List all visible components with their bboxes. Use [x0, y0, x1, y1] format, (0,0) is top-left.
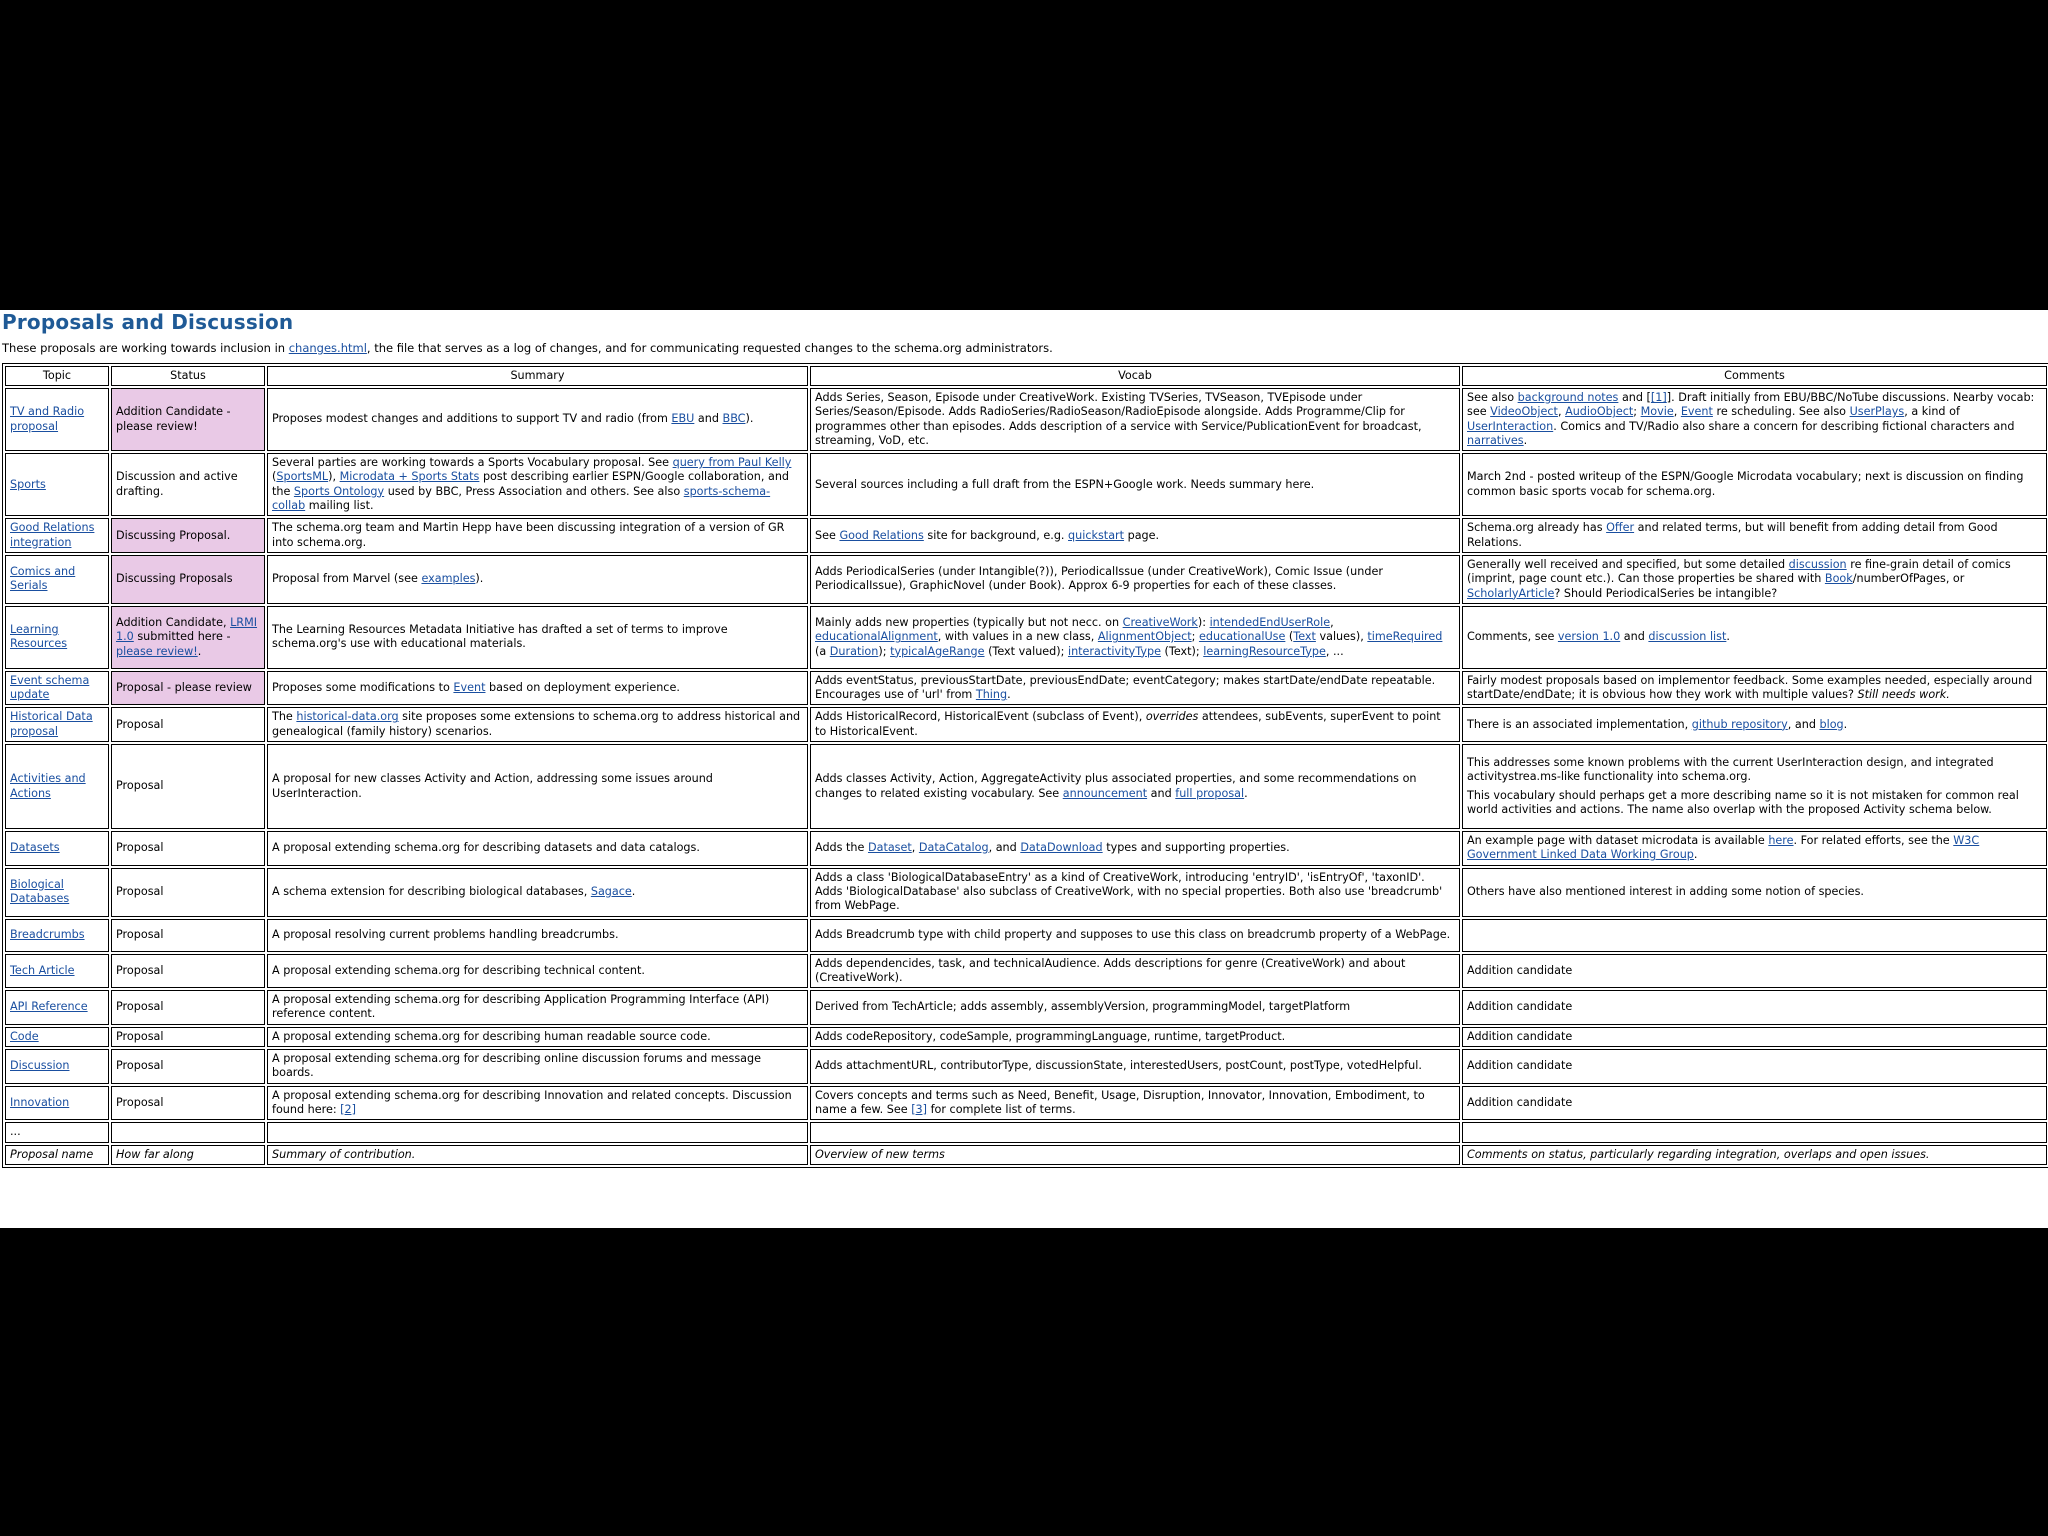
comments-cell	[1462, 831, 2047, 866]
learningresourcetype-link[interactable]: learningResourceType	[1203, 644, 1326, 658]
topic-link[interactable]: TV and Radio proposal	[10, 405, 85, 433]
vocab-text: (Text valued);	[984, 644, 1068, 658]
comments-text: and related terms, but will benefit from adding detail from Good Relations.	[1467, 521, 1998, 549]
topic-link[interactable]: Biological Databases	[10, 877, 70, 906]
ebu-link[interactable]: EBU	[671, 412, 695, 426]
vocab-text: site for background, e.g.	[923, 528, 1069, 542]
dataset-link[interactable]: Dataset	[867, 841, 912, 855]
vocab-text: values),	[1315, 630, 1368, 644]
template-summary: Summary of contribution.	[267, 1145, 808, 1165]
vocab-text: ,	[1330, 615, 1334, 629]
vocab-text: page.	[1124, 528, 1160, 542]
topic-link[interactable]: Code	[10, 1029, 39, 1043]
summary-cell	[267, 707, 808, 742]
comments-text: re fine-grain detail of comics (imprint, page count etc.). Can those properties be shared with	[1467, 557, 2011, 586]
full-proposal-link[interactable]: full proposal	[1175, 786, 1245, 800]
summary-cell	[267, 671, 808, 706]
vocab-cell: Adds Series, Season, Episode under CreativeWork. Existing TVSeries, TVSeason, TVEpisode under Series/Season/Episode. Adds RadioSeries/RadioSeason/RadioEpisode alongside. Adds Programme/Clip for programmes other than episodes. Adds description of a service with Service/PublicationEvent for broadcast, streaming, VoD, etc.	[810, 388, 1460, 451]
status-text: .	[197, 644, 202, 658]
template-topic: Proposal name	[5, 1145, 109, 1165]
summary-cell: A proposal extending schema.org for describing human readable source code.	[267, 1027, 808, 1047]
text-link[interactable]: Text	[1293, 630, 1316, 644]
summary-cell: A proposal resolving current problems handling breadcrumbs.	[267, 919, 808, 952]
table-row	[5, 919, 2047, 952]
movie-link[interactable]: Movie	[1640, 405, 1674, 419]
vocab-text: , with values in a new class,	[937, 630, 1098, 644]
summary-text: based on deployment experience.	[485, 681, 680, 694]
vocab-cell: Adds a class 'BiologicalDatabaseEntry' as a kind of CreativeWork, introducing 'entryID', 'isEntryOf', 'taxonID'. Adds 'BiologicalDatabase' also subclass of CreativeWork, with no special properties. Both also use 'breadcrumb' from WebPage.	[810, 868, 1460, 917]
summary-text: A proposal extending schema.org for describing Innovation and related concepts. Discussion found here:	[272, 1088, 792, 1116]
summary-text: Proposes modest changes and additions to support TV and radio (from	[272, 412, 672, 426]
proposals-table	[2, 363, 2048, 1168]
topic-cell	[5, 453, 109, 516]
summary-cell	[267, 453, 808, 516]
vocab-text: (	[1285, 630, 1294, 644]
comments-cell: March 2nd - posted writeup of the ESPN/Google Microdata vocabulary; next is discussion on finding common basic sports vocab for schema.org.	[1462, 453, 2047, 516]
vocab-text: .	[1007, 688, 1011, 702]
vocab-text: ;	[1191, 630, 1199, 644]
vocab-text: Mainly adds new properties (typically but not necc. on	[815, 615, 1123, 629]
query-link[interactable]: query from Paul Kelly	[672, 456, 792, 470]
topic-link[interactable]: Breadcrumbs	[10, 927, 85, 941]
comments-text: ? Should PeriodicalSeries be intangible?	[1554, 586, 1778, 600]
comments-text: . For related efforts, see the	[1793, 834, 1954, 848]
summary-cell: A proposal extending schema.org for describing technical content.	[267, 954, 808, 989]
vocab-text: attendees, subEvents, superEvent to point to HistoricalEvent.	[815, 710, 1441, 738]
summary-text: ),	[328, 470, 340, 484]
comments-cell	[1462, 919, 2047, 952]
comments-cell: Addition candidate	[1462, 954, 2047, 989]
comments-cell: Addition candidate	[1462, 1049, 2047, 1084]
summary-cell: A proposal extending schema.org for describing datasets and data catalogs.	[267, 831, 808, 866]
ref-2-link[interactable]: [2]	[340, 1102, 357, 1116]
table-row	[5, 1027, 2047, 1047]
intro-text-after: , the file that serves as a log of changes, and for communicating requested changes to the schema.org administrators.	[366, 341, 1053, 355]
here-link[interactable]: here	[1768, 834, 1794, 848]
vocab-text: (a	[815, 644, 830, 658]
topic-cell	[5, 1027, 109, 1047]
comments-text: /numberOfPages, or	[1852, 572, 1965, 586]
creativework-link[interactable]: CreativeWork	[1122, 615, 1198, 629]
thing-link[interactable]: Thing	[975, 688, 1008, 702]
template-vocab: Overview of new terms	[810, 1145, 1460, 1165]
background-notes-link[interactable]: background notes	[1517, 391, 1619, 404]
topic-link[interactable]: Tech Article	[10, 963, 75, 977]
sports-collab-link[interactable]: sports-schema-collab	[272, 484, 771, 513]
status-cell: Proposal	[111, 954, 265, 989]
topic-link[interactable]: Good Relations integration	[10, 521, 95, 549]
topic-link[interactable]: Innovation	[10, 1095, 70, 1109]
ellipsis-cell: ...	[5, 1122, 109, 1142]
comments-text: See also	[1467, 391, 1518, 404]
vocab-text: and	[1147, 786, 1176, 800]
summary-text: Several parties are working towards a Sports Vocabulary proposal. See	[272, 456, 673, 470]
vocab-cell: Adds dependencides, task, and technicalAudience. Adds descriptions for genre (CreativeWork) and about (CreativeWork).	[810, 954, 1460, 989]
vocab-cell	[810, 606, 1460, 669]
status-cell: Discussion and active drafting.	[111, 453, 265, 516]
status-cell: Proposal	[111, 1086, 265, 1121]
vocab-text: Adds eventStatus, previousStartDate, previousEndDate; eventCategory; makes startDate/endDate repeatable. Encourages use of 'url' from	[815, 673, 1436, 702]
sportsml-link[interactable]: SportsML	[276, 470, 329, 484]
educationaluse-link[interactable]: educationalUse	[1198, 630, 1286, 644]
discussion-list-link[interactable]: discussion list	[1648, 630, 1727, 644]
table-row	[5, 518, 2047, 553]
vocab-text: , and	[988, 841, 1021, 855]
comments-text: ;	[1633, 405, 1641, 419]
table-row	[5, 868, 2047, 917]
comments-text: ]. Draft initially from EBU/BBC/NoTube discussions. Nearby vocab: see	[1467, 391, 2035, 419]
vocab-cell: Adds attachmentURL, contributorType, discussionState, interestedUsers, postCount, postType, votedHelpful.	[810, 1049, 1460, 1084]
topic-link[interactable]: Event schema update	[10, 673, 90, 702]
empty-cell	[810, 1122, 1460, 1142]
audioobject-link[interactable]: AudioObject	[1565, 405, 1634, 419]
vocab-cell: Several sources including a full draft from the ESPN+Google work. Needs summary here.	[810, 453, 1460, 516]
table-row	[5, 453, 2047, 516]
summary-cell	[267, 388, 808, 451]
event-link[interactable]: Event	[453, 681, 486, 694]
vocab-cell: Adds PeriodicalSeries (under Intangible(?)), PeriodicalIssue (under CreativeWork), Comic Issue (under PeriodicalIssue), GraphicNovel (under Book). Approx 6-9 properties for each of these classes.	[810, 555, 1460, 604]
intro-text	[2, 341, 1053, 355]
vocab-cell	[810, 744, 1460, 829]
timerequired-link[interactable]: timeRequired	[1367, 630, 1443, 644]
comments-text: An example page with dataset microdata is available	[1467, 834, 1769, 848]
comments-cell: Others have also mentioned interest in adding some notion of species.	[1462, 868, 2047, 917]
comments-cell	[1462, 671, 2047, 706]
videoobject-link[interactable]: VideoObject	[1490, 405, 1558, 419]
summary-text: and	[694, 412, 723, 426]
lrmi-link[interactable]: LRMI 1.0	[116, 615, 258, 644]
educationalalignment-link[interactable]: educationalAlignment	[815, 630, 938, 644]
ref-1-link[interactable]: [1]	[1650, 391, 1667, 404]
empty-cell	[1462, 1122, 2047, 1142]
status-text: Addition Candidate,	[116, 615, 231, 629]
event-link[interactable]: Event	[1680, 405, 1713, 419]
page-title: Proposals and Discussion	[2, 310, 294, 334]
vocab-cell: Adds codeRepository, codeSample, programmingLanguage, runtime, targetProduct.	[810, 1027, 1460, 1047]
table-row	[5, 990, 2047, 1025]
sports-ontology-link[interactable]: Sports Ontology	[293, 484, 385, 498]
userplays-link[interactable]: UserPlays	[1849, 405, 1905, 419]
intro-text-before: These proposals are working towards inclusion in	[2, 341, 289, 355]
comments-cell: Addition candidate	[1462, 1027, 2047, 1047]
header-status: Status	[111, 366, 265, 386]
comments-text: ,	[1673, 405, 1681, 419]
topic-link[interactable]: Datasets	[10, 841, 60, 855]
summary-text: post describing earlier ESPN/Google collaboration, and the	[272, 470, 790, 498]
topic-cell	[5, 744, 109, 829]
status-cell: Proposal	[111, 707, 265, 742]
comments-text: , and	[1787, 717, 1820, 731]
comments-cell: Addition candidate	[1462, 990, 2047, 1025]
blog-link[interactable]: blog	[1819, 717, 1844, 731]
table-row	[5, 744, 2047, 829]
comments-text: Fairly modest proposals based on implementor feedback. Some examples needed, especially around startDate/endDate; it is obvious how they work with multiple values?	[1467, 673, 2033, 702]
comments-cell	[1462, 555, 2047, 604]
duration-link[interactable]: Duration	[829, 644, 879, 658]
comments-text: and	[1620, 630, 1649, 644]
github-link[interactable]: github repository	[1691, 717, 1788, 731]
topic-link[interactable]: Comics and Serials	[10, 565, 76, 593]
table-row-template	[5, 1145, 2047, 1165]
historical-data-link[interactable]: historical-data.org	[296, 710, 399, 724]
vocab-text: Adds classes Activity, Action, AggregateActivity plus associated properties, and some recommendations on changes to related existing vocabulary. See	[815, 772, 1417, 800]
summary-cell: A proposal extending schema.org for describing Application Programming Interface (API) reference content.	[267, 990, 808, 1025]
summary-text: used by BBC, Press Association and others. See also	[384, 484, 684, 498]
topic-link[interactable]: Discussion	[10, 1059, 70, 1073]
topic-cell	[5, 1086, 109, 1121]
template-comments: Comments on status, particularly regarding integration, overlaps and open issues.	[1462, 1145, 2047, 1165]
announcement-link[interactable]: announcement	[1062, 786, 1148, 800]
status-cell: Proposal	[111, 990, 265, 1025]
topic-link[interactable]: Learning Resources	[10, 623, 68, 651]
status-cell: Discussing Proposal.	[111, 518, 265, 553]
microdata-sports-link[interactable]: Microdata + Sports Stats	[339, 470, 480, 484]
table-row	[5, 388, 2047, 451]
comments-text: , a kind of	[1904, 405, 1960, 419]
proposals-page	[0, 310, 2048, 1228]
summary-cell: A proposal extending schema.org for describing online discussion forums and message boards.	[267, 1049, 808, 1084]
summary-cell: The Learning Resources Metadata Initiative has drafted a set of terms to improve schema.org's use with educational materials.	[267, 606, 808, 669]
topic-cell	[5, 555, 109, 604]
comments-text: .	[1726, 630, 1730, 644]
summary-text: The	[272, 710, 297, 724]
summary-cell	[267, 555, 808, 604]
intendedenduserrole-link[interactable]: intendedEndUserRole	[1209, 615, 1331, 629]
vocab-cell	[810, 518, 1460, 553]
summary-text: site proposes some extensions to schema.org to address historical and genealogical (family history) scenarios.	[272, 710, 801, 738]
topic-cell	[5, 707, 109, 742]
status-cell: Proposal	[111, 868, 265, 917]
examples-link[interactable]: examples	[421, 572, 476, 586]
summary-cell: A proposal for new classes Activity and Action, addressing some issues around UserInteraction.	[267, 744, 808, 829]
offer-link[interactable]: Offer	[1606, 521, 1635, 535]
topic-cell	[5, 518, 109, 553]
comments-paragraph: This vocabulary should perhaps get a more describing name so it is not mistaken for common real world activities and actions. The name also overlap with the proposed Activity schema below.	[1467, 788, 2019, 816]
vocab-text: ,	[911, 841, 919, 855]
vocab-text: types and supporting properties.	[1102, 841, 1290, 855]
vocab-text: See	[815, 528, 840, 542]
narratives-link[interactable]: narratives	[1467, 433, 1524, 447]
status-cell: Addition Candidate - please review!	[111, 388, 265, 451]
summary-text: Proposal from Marvel (see	[272, 572, 422, 586]
comments-cell	[1462, 744, 2047, 829]
vocab-cell	[810, 671, 1460, 706]
table-row	[5, 831, 2047, 866]
status-cell: Proposal	[111, 1049, 265, 1084]
vocab-text: ):	[1197, 615, 1210, 629]
comments-text: There is an associated implementation,	[1467, 717, 1692, 731]
sagace-link[interactable]: Sagace	[590, 884, 632, 898]
topic-cell	[5, 919, 109, 952]
header-vocab: Vocab	[810, 366, 1460, 386]
bbc-link[interactable]: BBC	[722, 412, 746, 426]
topic-link[interactable]: API Reference	[10, 1000, 88, 1014]
summary-text: Proposes some modifications to	[272, 681, 454, 694]
status-cell: Proposal	[111, 919, 265, 952]
vocab-cell: Adds Breadcrumb type with child property and supposes to use this class on breadcrumb property of a WebPage.	[810, 919, 1460, 952]
table-row	[5, 606, 2047, 669]
interactivitytype-link[interactable]: interactivityType	[1067, 644, 1161, 658]
vocab-text: Adds the	[815, 841, 868, 855]
summary-cell: The schema.org team and Martin Hepp have been discussing integration of a version of GR into schema.org.	[267, 518, 808, 553]
ref-3-link[interactable]: [3]	[911, 1102, 928, 1116]
datacatalog-link[interactable]: DataCatalog	[918, 841, 989, 855]
alignmentobject-link[interactable]: AlignmentObject	[1097, 630, 1192, 644]
comments-text: Schema.org already has	[1467, 521, 1607, 535]
comments-text: Generally well received and specified, but some detailed	[1467, 557, 1789, 571]
status-cell	[111, 606, 265, 669]
vocab-text: Covers concepts and terms such as Need, Benefit, Usage, Disruption, Innovator, Innovation, Embodiment, to name a few. See	[815, 1088, 1425, 1116]
table-row-ellipsis	[5, 1122, 2047, 1142]
summary-text: ).	[745, 412, 754, 426]
vocab-text: Adds HistoricalRecord, HistoricalEvent (subclass of Event),	[815, 710, 1146, 724]
vocab-emphasis: overrides	[1145, 710, 1199, 724]
header-topic: Topic	[5, 366, 109, 386]
summary-cell	[267, 868, 808, 917]
datadownload-link[interactable]: DataDownload	[1020, 841, 1103, 855]
summary-text: (	[272, 470, 277, 484]
table-row	[5, 707, 2047, 742]
template-status: How far along	[111, 1145, 265, 1165]
summary-cell	[267, 1086, 808, 1121]
quickstart-link[interactable]: quickstart	[1068, 528, 1125, 542]
userinteraction-link[interactable]: UserInteraction	[1467, 419, 1554, 433]
vocab-text: (Text);	[1160, 644, 1204, 658]
topic-cell	[5, 606, 109, 669]
topic-link[interactable]: Activities and Actions	[10, 772, 86, 800]
topic-link[interactable]: Historical Data proposal	[10, 710, 93, 738]
topic-cell	[5, 831, 109, 866]
topic-cell	[5, 388, 109, 451]
summary-text: ).	[475, 572, 484, 586]
table-row	[5, 1086, 2047, 1121]
scholarlyarticle-link[interactable]: ScholarlyArticle	[1467, 586, 1555, 600]
topic-cell	[5, 990, 109, 1025]
status-text: submitted here -	[133, 630, 231, 644]
vocab-cell	[810, 1086, 1460, 1121]
summary-text: A schema extension for describing biological databases,	[272, 884, 591, 898]
vocab-text: );	[878, 644, 891, 658]
table-row	[5, 1049, 2047, 1084]
comments-paragraph: This addresses some known problems with the current UserInteraction design, and integrated activitystrea.ms-like functionality into schema.org.	[1467, 755, 1994, 784]
comments-emphasis: Still needs work.	[1857, 688, 1950, 702]
book-link[interactable]: Book	[1824, 572, 1853, 586]
comments-text: .	[1693, 848, 1698, 862]
vocab-cell	[810, 831, 1460, 866]
status-cell: Proposal	[111, 1027, 265, 1047]
topic-link[interactable]: Sports	[10, 477, 46, 491]
discussion-link[interactable]: discussion	[1788, 557, 1847, 571]
topic-cell	[5, 868, 109, 917]
comments-cell	[1462, 388, 2047, 451]
summary-text: .	[631, 884, 636, 898]
status-cell: Proposal	[111, 744, 265, 829]
comments-text: and [	[1618, 391, 1651, 404]
vocab-text: .	[1244, 786, 1248, 800]
empty-cell	[267, 1122, 808, 1142]
table-row	[5, 555, 2047, 604]
vocab-text: for complete list of terms.	[927, 1102, 1076, 1116]
comments-text: ,	[1557, 405, 1566, 419]
please-review-link[interactable]: please review!	[116, 644, 198, 658]
comments-cell	[1462, 606, 2047, 669]
typicalagerange-link[interactable]: typicalAgeRange	[890, 644, 985, 658]
comments-text: Comments, see	[1467, 630, 1558, 644]
header-comments: Comments	[1462, 366, 2047, 386]
status-cell: Proposal - please review	[111, 671, 265, 706]
comments-text: . Comics and TV/Radio also share a concern for describing fictional characters and	[1553, 419, 2015, 433]
comments-text: .	[1523, 433, 1528, 447]
empty-cell	[111, 1122, 265, 1142]
good-relations-link[interactable]: Good Relations	[839, 528, 924, 542]
comments-text: .	[1843, 717, 1848, 731]
header-summary: Summary	[267, 366, 808, 386]
comments-cell: Addition candidate	[1462, 1086, 2047, 1121]
vocab-cell	[810, 707, 1460, 742]
changes-link[interactable]: changes.html	[288, 341, 367, 355]
status-cell: Discussing Proposals	[111, 555, 265, 604]
table-row	[5, 954, 2047, 989]
version-link[interactable]: version 1.0	[1557, 630, 1621, 644]
comments-text: re scheduling. See also	[1712, 405, 1850, 419]
summary-text: mailing list.	[305, 499, 374, 513]
topic-cell	[5, 671, 109, 706]
vocab-cell: Derived from TechArticle; adds assembly, assemblyVersion, programmingModel, targetPlatform	[810, 990, 1460, 1025]
table-row	[5, 671, 2047, 706]
comments-cell	[1462, 518, 2047, 553]
topic-cell	[5, 1049, 109, 1084]
vocab-text: , ...	[1325, 644, 1344, 658]
topic-cell	[5, 954, 109, 989]
w3c-gld-link[interactable]: W3C Government Linked Data Working Group	[1467, 834, 1980, 862]
table-header-row	[5, 366, 2047, 386]
comments-cell	[1462, 707, 2047, 742]
status-cell: Proposal	[111, 831, 265, 866]
